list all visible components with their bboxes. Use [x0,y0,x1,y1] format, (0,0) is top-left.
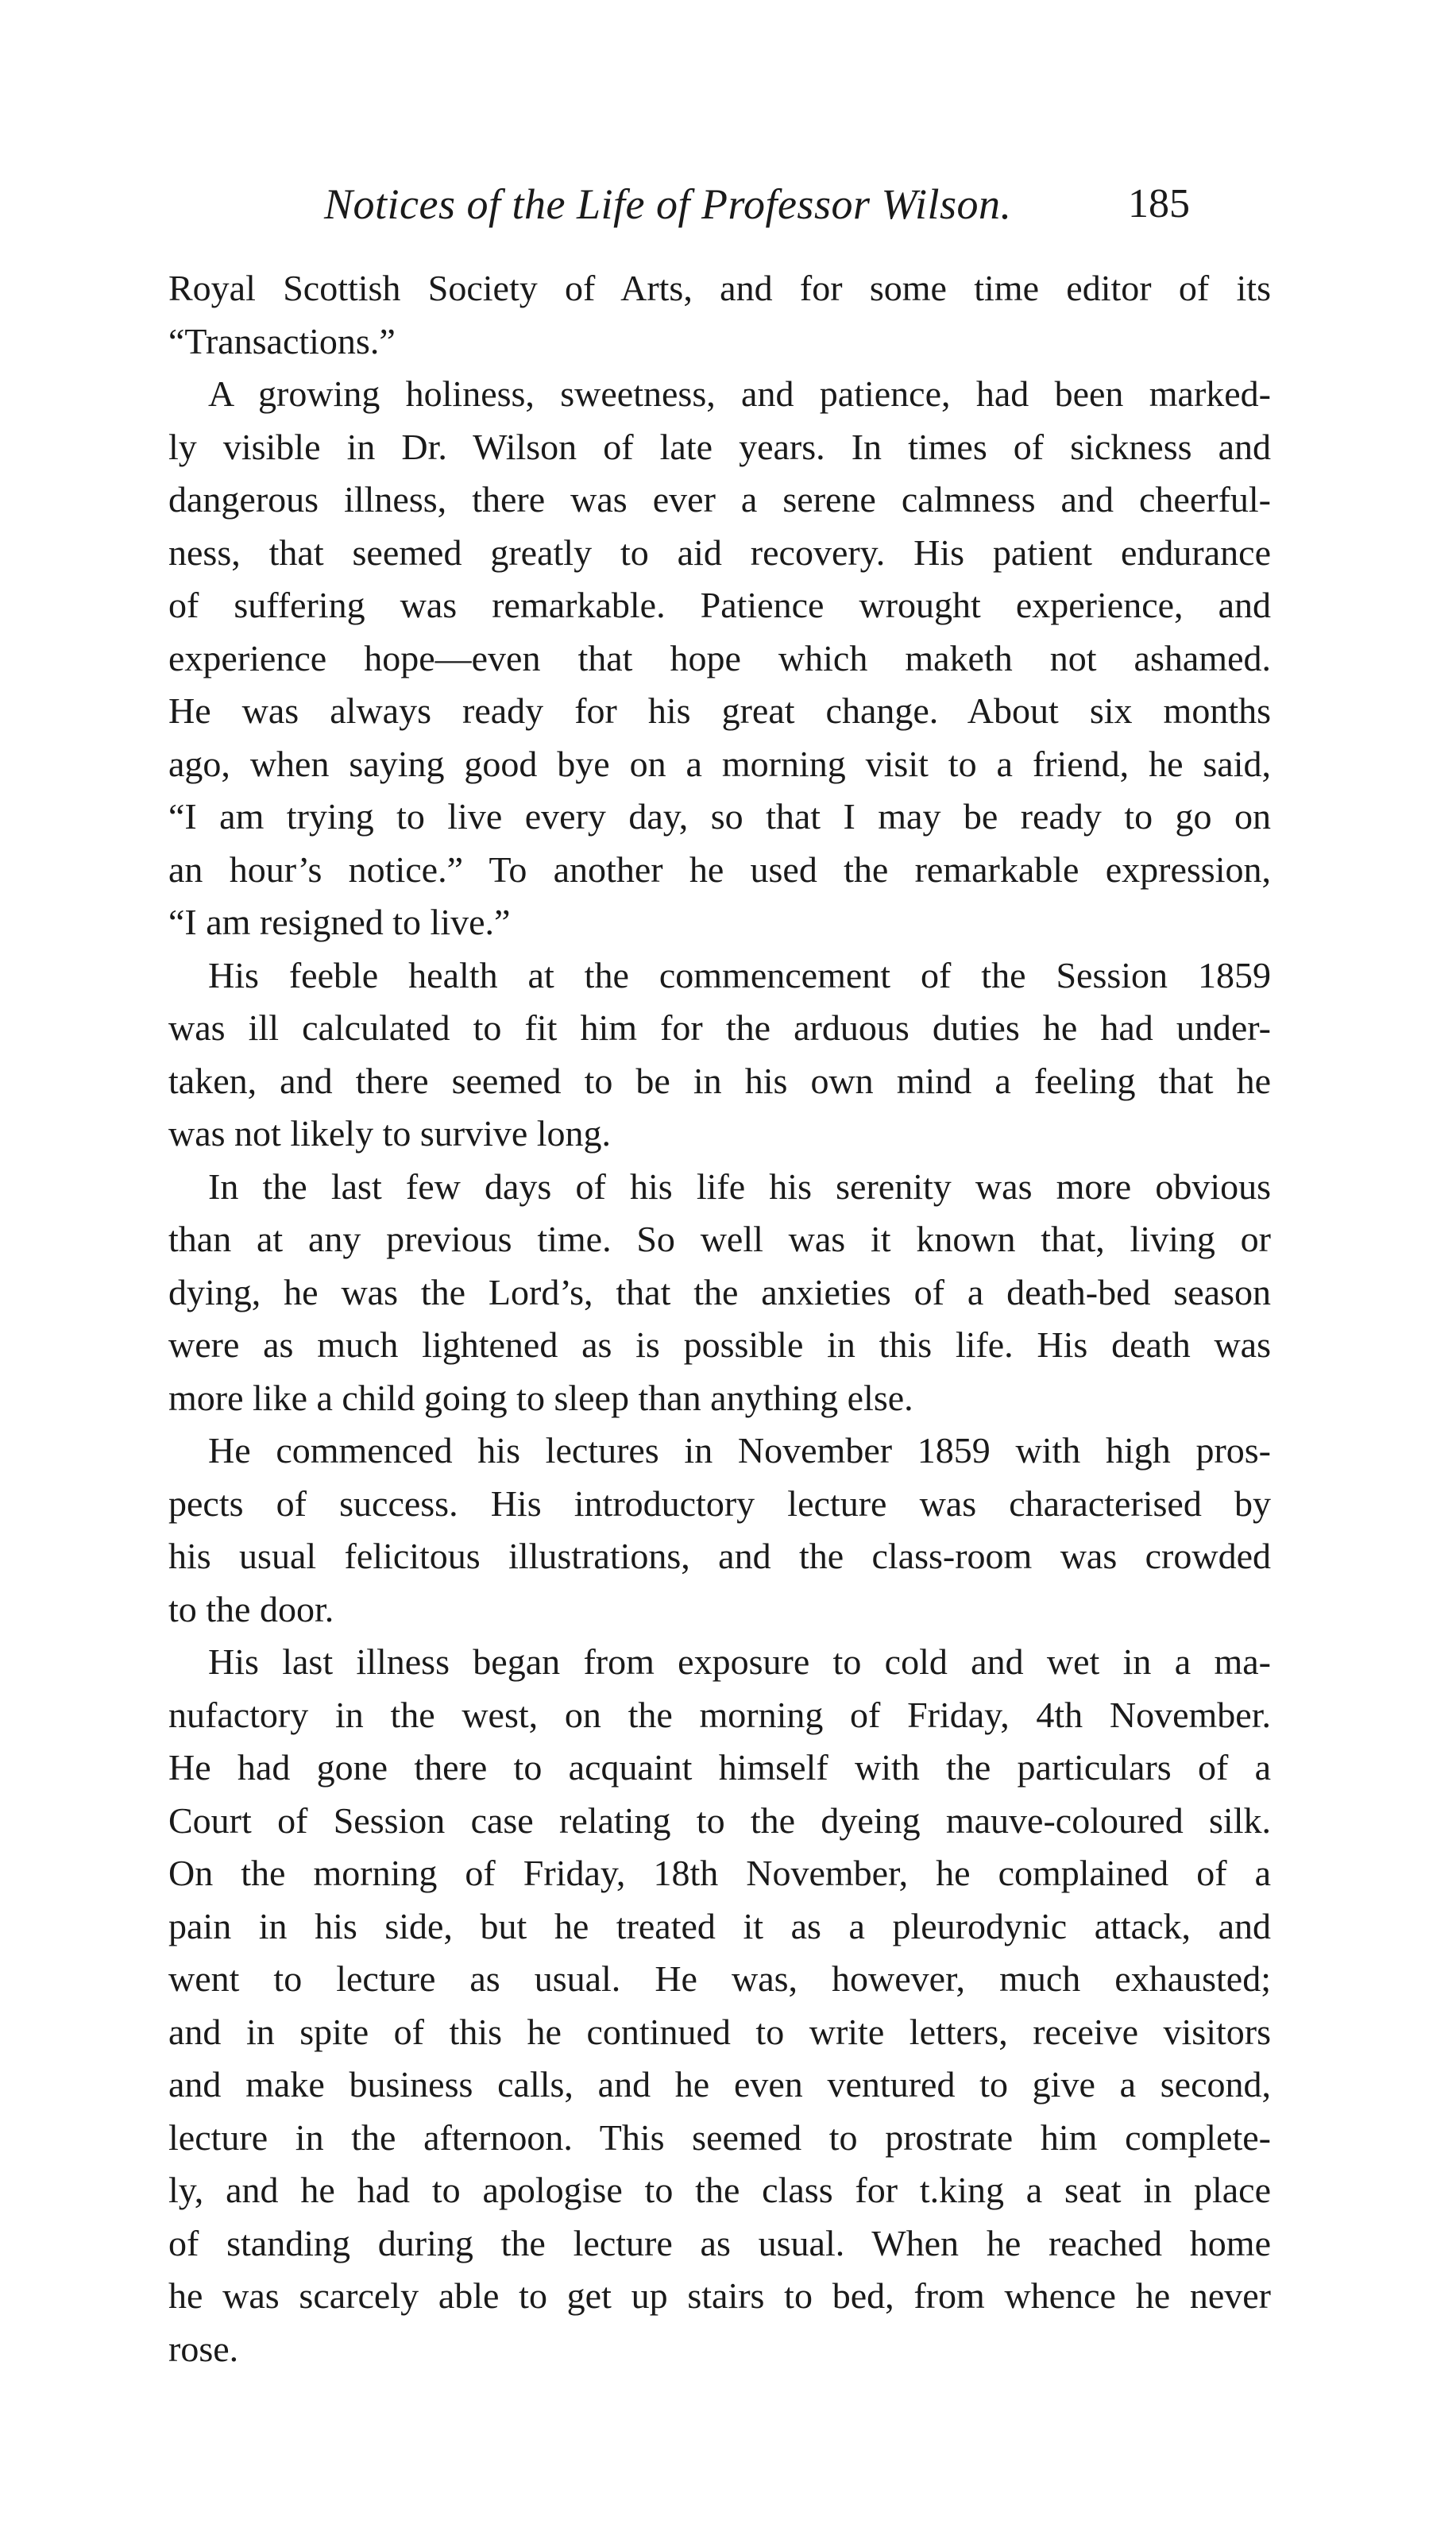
text-line: ness, that seemed greatly to aid recovery. His patient endurance [168,531,1271,573]
paragraph [168,949,1271,1161]
text-line: He was always ready for his great change. About six months [168,690,1271,731]
text-line: ly, and he had to apologise to the class for t.king a seat in place [168,2170,1271,2210]
text-line: “Transactions.” [168,320,396,361]
text-line: In the last few days of his life his serenity was more obvious [208,1165,1271,1207]
text-line: Court of Session case relating to the dyeing mauve-coloured silk. [168,1799,1271,1841]
text-line: and in spite of this he continued to write letters, receive visitors [168,2011,1271,2052]
paragraph [168,1424,1271,1636]
text-line: lecture in the afternoon. This seemed to prostrate him complete- [168,2116,1271,2158]
text-line: more like a child going to sleep than anything else. [168,1377,913,1418]
text-line: ago, when saying good bye on a morning visit to a friend, he said, [168,743,1271,784]
text-line: A growing holiness, sweetness, and patience, had been marked- [208,373,1271,414]
text-line: was ill calculated to fit him for the arduous duties he had under- [168,1007,1271,1048]
text-line: went to lecture as usual. He was, however, much exhausted; [168,1958,1271,1999]
text-line: was not likely to survive long. [168,1113,612,1154]
text-line: His last illness began from exposure to cold and wet in a ma- [208,1641,1271,1682]
text-line: “I am trying to live every day, so that I may be ready to go on [168,796,1271,837]
text-line: pain in his side, but he treated it as a pleurodynic attack, and [168,1905,1271,1946]
body-text [168,262,1271,2375]
paragraph [168,1161,1271,1425]
text-line: Royal Scottish Society of Arts, and for some time editor of its [168,268,1271,308]
page-number: 185 [1128,181,1190,226]
text-line: an hour’s notice.” To another he used the remarkable expression, [168,848,1271,890]
text-line: experience hope—even that hope which maketh not ashamed. [168,637,1271,678]
text-line: pects of success. His introductory lecture was characterised by [168,1482,1271,1524]
running-title: Notices of the Life of Professor Wilson. [324,180,1012,228]
text-line: were as much lightened as is possible in this life. His death was [168,1324,1271,1365]
text-line: and make business calls, and he even ventured to give a second, [168,2064,1271,2105]
text-line: rose. [168,2328,239,2369]
paragraph [168,262,1271,368]
text-line: he was scarcely able to get up stairs to bed, from whence he never [168,2275,1271,2316]
text-line: He had gone there to acquaint himself with the particulars of a [168,1747,1271,1788]
text-line: His feeble health at the commencement of the Session 1859 [208,954,1271,995]
text-line: ly visible in Dr. Wilson of late years. In times of sickness and [168,426,1271,467]
text-line: dying, he was the Lord’s, that the anxieties of a death-bed season [168,1271,1271,1312]
paragraph [168,1636,1271,2375]
text-line: On the morning of Friday, 18th November, he complained of a [168,1853,1271,1893]
paragraph [168,368,1271,949]
text-line: of standing during the lecture as usual. When he reached home [168,2222,1271,2263]
text-line: “I am resigned to live.” [168,902,511,942]
text-line: taken, and there seemed to be in his own mind a feeling that he [168,1060,1271,1101]
text-line: than at any previous time. So well was it known that, living or [168,1219,1271,1259]
running-head [324,176,1190,232]
text-line: of suffering was remarkable. Patience wrought experience, and [168,585,1271,625]
text-line: nufactory in the west, on the morning of Friday, 4th November. [168,1694,1271,1735]
text-line: He commenced his lectures in November 1859 with high pros- [208,1430,1271,1471]
text-line: dangerous illness, there was ever a serene calmness and cheerful- [168,479,1271,520]
text-line: his usual felicitous illustrations, and the class-room was crowded [168,1536,1271,1576]
text-line: to the door. [168,1588,334,1629]
